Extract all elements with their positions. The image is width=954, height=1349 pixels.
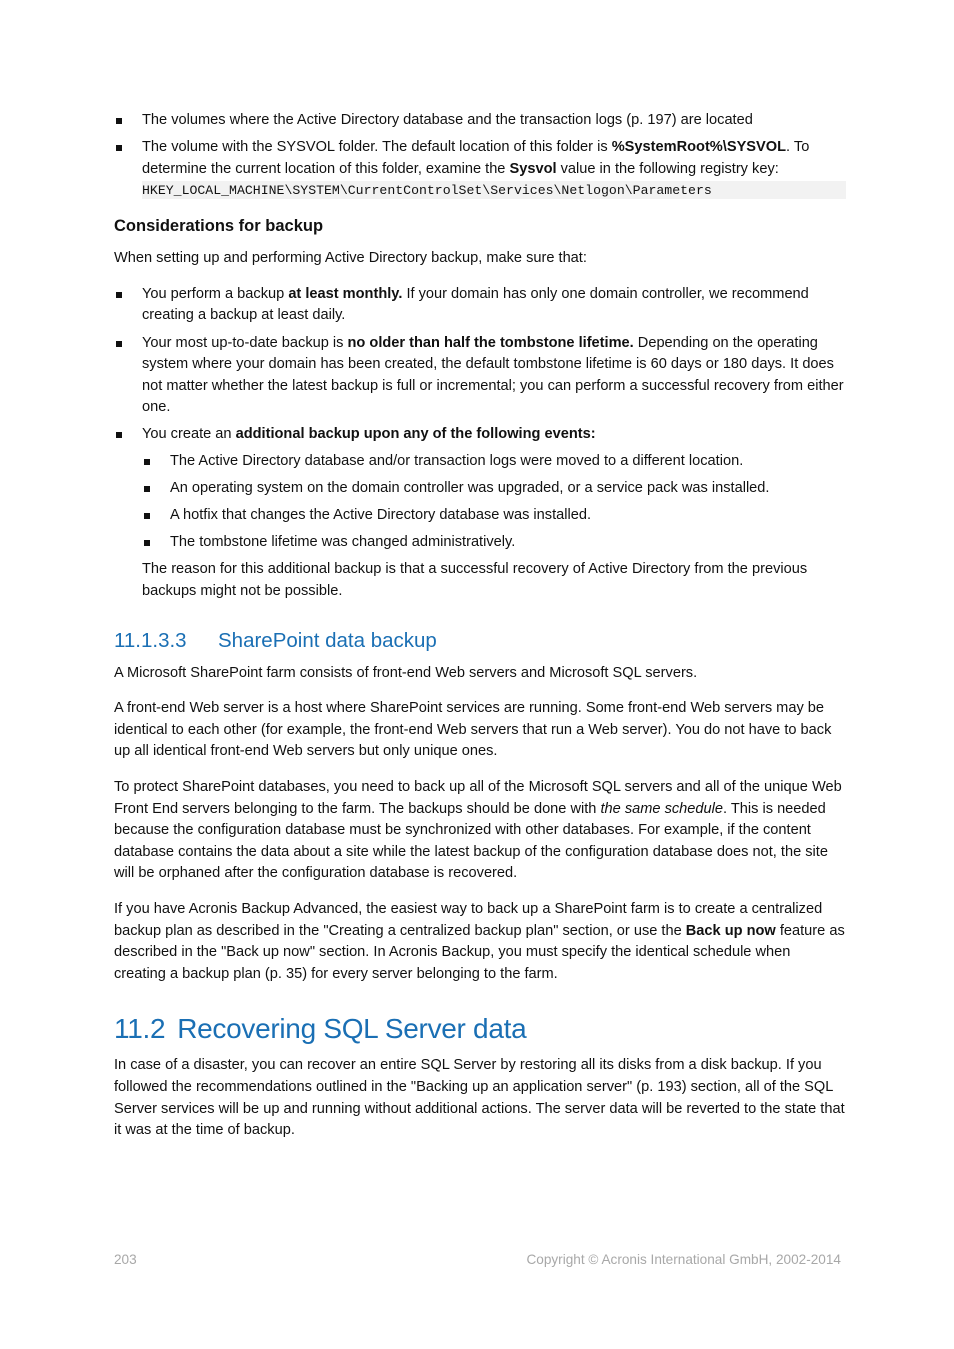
list-item: You perform a backup at least monthly. If your domain has only one domain controller, we recommend creating a backup at least daily.	[114, 284, 846, 327]
sharepoint-heading	[114, 627, 846, 655]
chapter-number: 11.2	[114, 1013, 166, 1045]
list-item: A hotfix that changes the Active Directory database was installed.	[142, 505, 846, 527]
sharepoint-paragraph-2: A front-end Web server is a host where SharePoint services are running. Some front-end Web servers may be identical to each other (for example, the front-end Web servers that run a Web server). You do not have to back up all identical front-end Web servers but only unique ones.	[114, 700, 832, 760]
registry-key-code: HKEY_LOCAL_MACHINE\SYSTEM\CurrentControlSet\Services\Netlogon\Parameters	[142, 181, 846, 199]
list-item: The volume with the SYSVOL folder. The default location of this folder is %SystemRoot%\SYSVOL. To determine the current location of this folder, examine the Sysvol value in the following registry key: HKEY_LOCAL_MACHINE\SYSTEM\CurrentControlSet\Services\Netlogon\Parameters	[114, 137, 846, 199]
recovering-paragraph: In case of a disaster, you can recover an entire SQL Server by restoring all its disks from a disk backup. If you followed the recommendations outlined in the "Backing up an application server" (p. 193) section, all of the SQL Server services will be up and running without additional actions. The server data will be reverted to the state that it was at the time of backup.	[114, 1057, 845, 1139]
sharepoint-paragraph-4: If you have Acronis Backup Advanced, the easiest way to back up a SharePoint farm is to create a centralized backup plan as described in the "Creating a centralized backup plan" section, or use the Back up now feature as described in the "Back up now" section. In Acronis Backup, you must specify the identical schedule when creating a backup plan (p. 35) for every server belonging to the farm.	[114, 900, 845, 982]
copyright-notice: Copyright © Acronis International GmbH, 2002-2014	[526, 1252, 841, 1267]
recovering-heading	[114, 1011, 846, 1047]
page-footer	[114, 1252, 841, 1267]
list-item: Your most up-to-date backup is no older than half the tombstone lifetime. Depending on the operating system where your domain has been created, the default tombstone lifetime is 60 days or 180 days. It does not matter whether the latest backup is full or incremental; you can perform a successful recovery from either one.	[114, 333, 846, 419]
top-bullet-list	[114, 110, 846, 199]
section-title: SharePoint data backup	[218, 628, 437, 652]
list-item: The Active Directory database and/or transaction logs were moved to a different location.	[142, 451, 846, 473]
considerations-list	[114, 284, 846, 603]
reason-paragraph: The reason for this additional backup is that a successful recovery of Active Directory from the previous backups might not be possible.	[142, 561, 808, 599]
considerations-heading: Considerations for backup	[114, 217, 324, 236]
page-number: 203	[114, 1252, 137, 1267]
section-number: 11.1.3.3	[114, 628, 187, 652]
chapter-title: Recovering SQL Server data	[177, 1013, 527, 1045]
sharepoint-paragraph-3: To protect SharePoint databases, you need to back up all of the Microsoft SQL servers and all of the unique Web Front End servers belonging to the farm. The backups should be done with the same schedule. This is needed because the configuration database must be synchronized with other databases. For example, if the content database contains the data about a site while the latest backup of the configuration database does not, the site will be orphaned after the configuration database is recovered.	[114, 778, 842, 882]
sysvol-path: %SystemRoot%\SYSVOL	[611, 139, 787, 156]
list-item: The tombstone lifetime was changed administratively.	[142, 532, 846, 554]
sharepoint-paragraph-1: A Microsoft SharePoint farm consists of front-end Web servers and Microsoft SQL servers.	[114, 664, 698, 681]
page-content	[114, 110, 846, 1156]
considerations-intro: When setting up and performing Active Directory backup, make sure that:	[114, 250, 587, 267]
sysvol-value-name: Sysvol	[509, 160, 557, 177]
events-list	[142, 451, 846, 554]
list-item: You create an additional backup upon any of the following events: The Active Directory database and/or transaction logs were moved to a different location. An operating system on the domain controller was upgraded, or a service pack was installed. A hotfix that changes the Active Directory database was installed. The tombstone lifetime was changed administratively. The reason for this additional backup is that a successful recovery of Active Directory from the previous backups might not be possible.	[114, 424, 846, 602]
list-item: An operating system on the domain controller was upgraded, or a service pack was installed.	[142, 478, 846, 500]
list-item: The volumes where the Active Directory database and the transaction logs (p. 197) are located	[114, 110, 846, 132]
